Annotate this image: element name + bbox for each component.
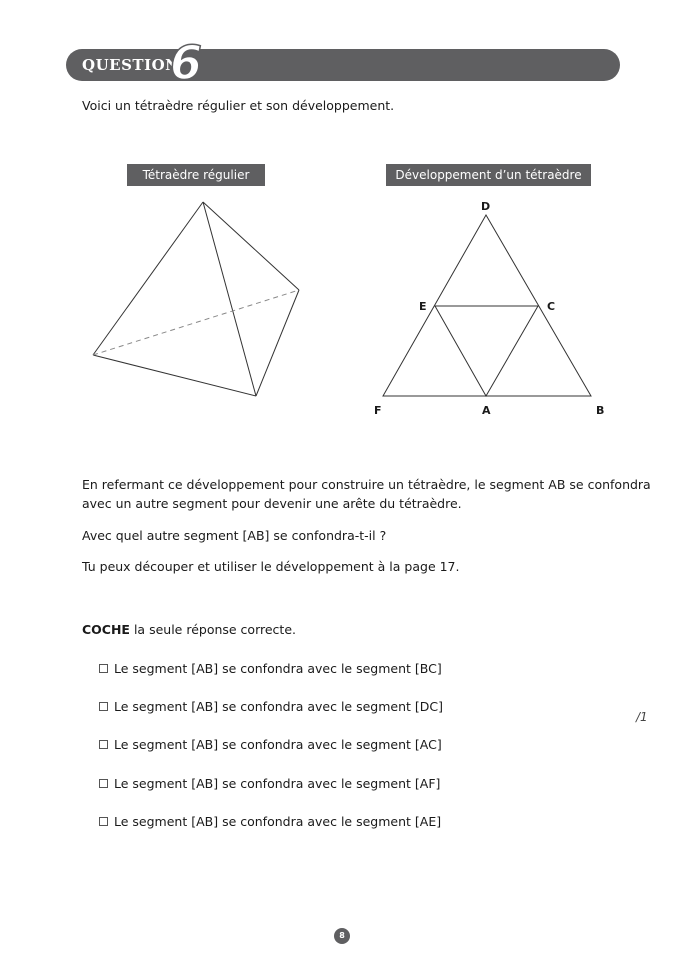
edge-apex-right — [203, 202, 299, 290]
page-number: 8 — [334, 928, 350, 944]
instruction-rest: la seule réponse correcte. — [129, 622, 296, 637]
net-caption: Développement d’un tétraèdre — [386, 164, 591, 186]
net-label-d: D — [481, 200, 491, 213]
checkbox-ac[interactable] — [99, 740, 108, 749]
instruction-bold: COCHE — [82, 622, 130, 637]
net-label-b: B — [596, 404, 605, 417]
option-ae[interactable] — [99, 812, 441, 830]
body-line-1: En refermant ce développement pour construire un tétraèdre, le segment AB se confondra — [82, 477, 651, 492]
option-bc-label: Le segment [AB] se confondra avec le segment [BC] — [114, 660, 442, 676]
option-bc[interactable] — [99, 659, 442, 677]
checkbox-dc[interactable] — [99, 702, 108, 711]
net-inner-triangle — [435, 306, 538, 396]
option-ac-label: Le segment [AB] se confondra avec le segment [AC] — [114, 736, 442, 752]
intro-text: Voici un tétraèdre régulier et son développement. — [82, 98, 395, 113]
edge-hidden — [93, 290, 299, 355]
hint-text: Tu peux découper et utiliser le développement à la page 17. — [82, 559, 460, 574]
checkbox-af[interactable] — [99, 779, 108, 788]
question-label: QUESTION — [82, 56, 180, 74]
option-af[interactable] — [99, 774, 440, 792]
net-label-c: C — [547, 300, 556, 313]
option-dc-label: Le segment [AB] se confondra avec le segment [DC] — [114, 698, 443, 714]
option-ae-label: Le segment [AB] se confondra avec le segment [AE] — [114, 813, 442, 829]
instruction — [82, 621, 296, 639]
edge-base-front-left — [93, 355, 256, 396]
body-line-2: avec un autre segment pour devenir une arête du tétraèdre. — [82, 496, 462, 511]
net-label-e: E — [419, 300, 427, 313]
checkbox-bc[interactable] — [99, 664, 108, 673]
net-label-f: F — [374, 404, 382, 417]
net-figure — [368, 195, 618, 425]
question-text: Avec quel autre segment [AB] se confondra-t-il ? — [82, 528, 387, 543]
tetrahedron-figure — [85, 195, 310, 405]
net-label-a: A — [482, 404, 491, 417]
question-number: 6 — [170, 36, 203, 90]
edge-apex-left — [93, 202, 203, 355]
score-marker: /1 — [636, 710, 648, 724]
option-af-label: Le segment [AB] se confondra avec le segment [AF] — [114, 775, 441, 791]
edge-apex-front — [203, 202, 256, 396]
checkbox-ae[interactable] — [99, 817, 108, 826]
option-ac[interactable] — [99, 735, 442, 753]
option-dc[interactable] — [99, 697, 443, 715]
tetrahedron-caption: Tétraèdre régulier — [127, 164, 265, 186]
edge-base-front-right — [256, 290, 299, 396]
